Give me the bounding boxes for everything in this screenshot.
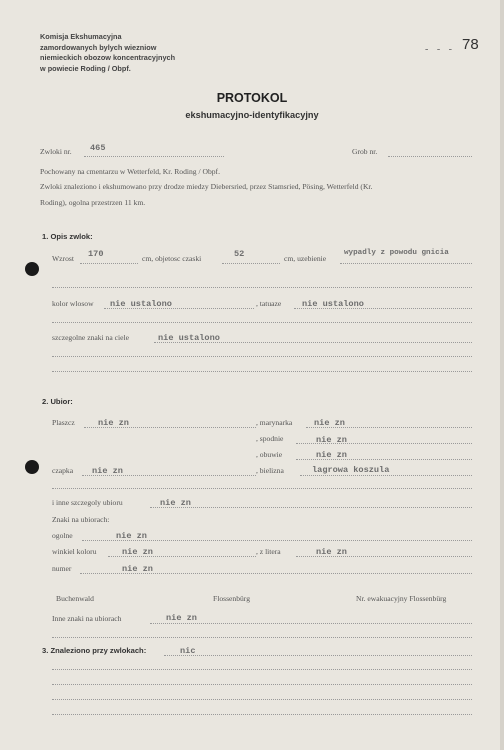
obuwie-label: , obuwie xyxy=(256,450,283,459)
page-number: 78 xyxy=(462,36,479,53)
tatuaze-value: nie ustalono xyxy=(302,299,364,309)
czaska-value: 52 xyxy=(234,249,245,259)
znaki-cialo-value: nie ustalono xyxy=(158,333,220,343)
page-title: PROTOKOL xyxy=(216,91,288,105)
znaki-cialo-label: szczegolne znaki na ciele xyxy=(52,333,129,342)
opis-blank-line-1 xyxy=(52,287,472,288)
znaleziono-text-2: Roding), ogolna przestrzen 11 km. xyxy=(40,198,146,207)
ogolne-value: nie zn xyxy=(116,531,147,541)
inne-znaki-label: Inne znaki na ubiorach xyxy=(52,614,122,623)
punch-hole-bottom xyxy=(25,460,39,474)
znaleziono-blank-line-3 xyxy=(52,699,472,700)
inne-znaki-value: nie zn xyxy=(166,613,197,623)
spodnie-label: , spodnie xyxy=(256,434,284,443)
bielizna-label: , bielizna xyxy=(256,466,284,475)
winkiel-value: nie zn xyxy=(122,547,153,557)
opis-blank-line-3 xyxy=(52,356,472,357)
znaki-ubiorach-heading: Znaki na ubiorach: xyxy=(52,515,110,524)
winkiel-label: winkiel koloru xyxy=(52,547,97,556)
buchenwald-label: Buchenwald xyxy=(56,594,94,603)
grob-label: Grob nr. xyxy=(352,147,378,156)
marynarka-value: nie zn xyxy=(314,418,345,428)
znaleziono-blank-line-4 xyxy=(52,714,472,715)
inne-znaki-line xyxy=(150,623,472,624)
inne-szczegoly-value: nie zn xyxy=(160,498,191,508)
zwloki-label: Zwloki nr. xyxy=(40,147,72,156)
opis-blank-line-4 xyxy=(52,371,472,372)
czaska-line xyxy=(222,263,280,264)
marynarka-label: , marynarka xyxy=(256,418,293,427)
kolor-label: kolor wlosow xyxy=(52,299,94,308)
zwloki-line xyxy=(84,156,224,157)
nr-ewakuacyjny-label: Nr. ewakuacyjny Flossenbürg xyxy=(356,594,447,603)
uzebienie-value: wypadly z powodu gnicia xyxy=(344,249,449,257)
bielizna-line xyxy=(300,475,472,476)
org-line-1: Komisja Ekshumacyjna xyxy=(40,32,122,41)
inne-szczegoly-line xyxy=(150,507,472,508)
znaleziono-blank-line-1 xyxy=(52,669,472,670)
org-line-4: w powiecie Roding / Obpf. xyxy=(40,63,131,73)
wzrost-line xyxy=(80,263,138,264)
opis-blank-line-2 xyxy=(52,322,472,323)
ogolne-label: ogolne xyxy=(52,531,73,540)
bielizna-value: lagrowa koszula xyxy=(312,465,390,475)
czapka-label: czapka xyxy=(52,466,74,475)
flossenburg-label: Flossenbürg xyxy=(213,594,250,603)
section-ubior-heading: 2. Ubior: xyxy=(42,397,73,406)
uzebienie-line xyxy=(340,263,472,264)
page-subtitle: ekshumacyjno-identyfikacyjny xyxy=(185,110,319,120)
znaleziono-blank-line-2 xyxy=(52,684,472,685)
inne-szczegoly-label: i inne szczegoly ubioru xyxy=(52,498,123,507)
section-opis-heading: 1. Opis zwlok: xyxy=(42,232,93,241)
obuwie-value: nie zn xyxy=(316,450,347,460)
ubior-blank-line-1 xyxy=(52,488,472,489)
cm-uzebienie-label: cm, uzebienie xyxy=(284,254,327,263)
litera-label: , z litera xyxy=(256,547,281,556)
kolor-value: nie ustalono xyxy=(110,299,172,309)
znaleziono-line xyxy=(164,655,472,656)
punch-hole-top xyxy=(25,262,39,276)
znaleziono-text-1: Zwloki znaleziono i ekshumowano przy drodze miedzy Diebersried, przez Stamsried, Pösing, Wetterfeld (Kr. xyxy=(40,182,373,191)
numer-label: numer xyxy=(52,564,72,573)
grob-line xyxy=(388,156,472,157)
plaszcz-value: nie zn xyxy=(98,418,129,428)
ubior-blank-line-2 xyxy=(52,637,472,638)
plaszcz-label: Plaszcz xyxy=(52,418,75,427)
wzrost-label: Wzrost xyxy=(52,254,74,263)
org-line-3: niemieckich obozow koncentracyjnych xyxy=(40,53,176,62)
org-header xyxy=(40,32,175,74)
tatuaze-label: , tatuaze xyxy=(256,299,282,308)
page-number-dashes: - - - xyxy=(425,44,455,55)
wzrost-value: 170 xyxy=(88,249,104,259)
spodnie-value: nie zn xyxy=(316,435,347,445)
znaleziono-value: nic xyxy=(180,646,196,656)
section-znaleziono-heading: 3. Znaleziono przy zwlokach: xyxy=(42,646,147,655)
zwloki-value: 465 xyxy=(90,143,106,153)
numer-value: nie zn xyxy=(122,564,153,574)
pochowany-text: Pochowany na cmentarzu w Wetterfeld, Kr. Roding / Obpf. xyxy=(40,167,220,176)
org-line-2: zamordowanych bylych wiezniow xyxy=(40,42,157,52)
czapka-value: nie zn xyxy=(92,466,123,476)
page-edge-shadow xyxy=(500,0,504,750)
litera-value: nie zn xyxy=(316,547,347,557)
cm-czaska-label: cm, objetosc czaski xyxy=(142,254,202,263)
